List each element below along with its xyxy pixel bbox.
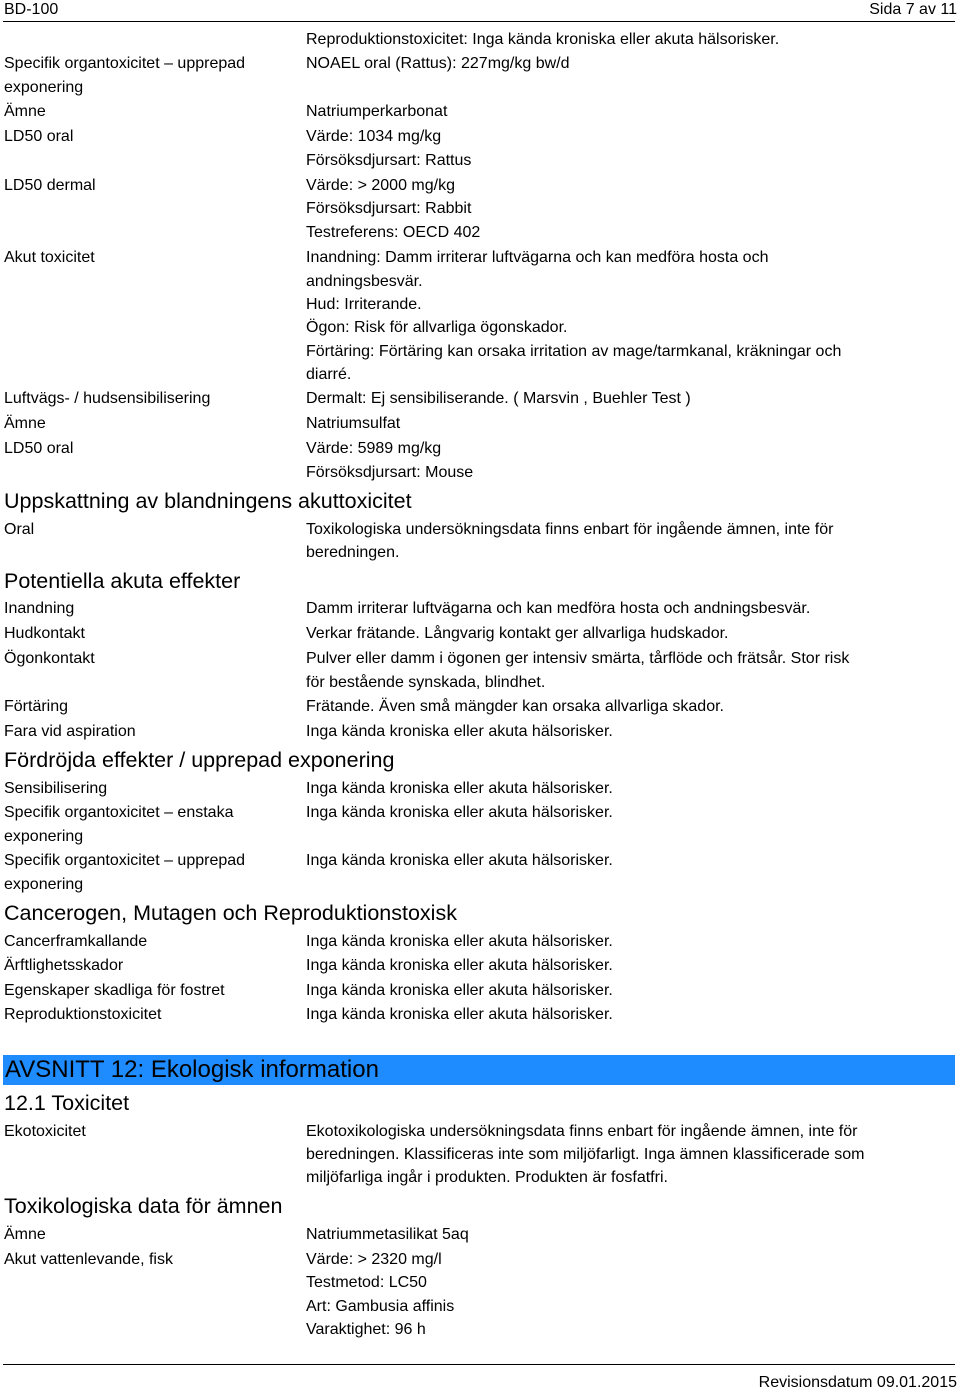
- label: Luftvägs- / hudsensibilisering: [4, 390, 211, 407]
- label: Cancerframkallande: [4, 933, 148, 950]
- label: Specifik organtoxicitet – upprepad: [4, 55, 246, 72]
- value: Toxikologiska undersökningsdata finns enbart för ingående ämnen, inte för: [306, 521, 834, 538]
- value: Ekotoxikologiska undersökningsdata finns enbart för ingående ämnen, inte för: [306, 1123, 858, 1140]
- label: LD50 oral: [4, 440, 74, 457]
- label: Ämne: [4, 1226, 46, 1243]
- value: Försöksdjursart: Rattus: [306, 152, 472, 169]
- label: Akut vattenlevande, fisk: [4, 1251, 173, 1268]
- subsection-heading: 12.1 Toxicitet: [4, 1091, 130, 1115]
- value: Natriumsulfat: [306, 415, 401, 432]
- section-heading: Uppskattning av blandningens akuttoxicitet: [4, 489, 412, 513]
- label: Akut toxicitet: [4, 249, 95, 266]
- value: Inga kända kroniska eller akuta hälsorisker.: [306, 982, 613, 999]
- value: för bestående synskada, blindhet.: [306, 674, 546, 691]
- value: Förtäring: Förtäring kan orsaka irritation av mage/tarmkanal, kräkningar och: [306, 343, 842, 360]
- value: Försöksdjursart: Mouse: [306, 464, 474, 481]
- label: exponering: [4, 828, 84, 845]
- value: beredningen.: [306, 544, 400, 561]
- section-heading: Cancerogen, Mutagen och Reproduktionstoxisk: [4, 901, 457, 925]
- value: Testreferens: OECD 402: [306, 224, 481, 241]
- document-id: BD-100: [4, 1, 59, 18]
- label: Egenskaper skadliga för fostret: [4, 982, 225, 999]
- value: Frätande. Även små mängder kan orsaka allvarliga skador.: [306, 698, 724, 715]
- value: Ögon: Risk för allvarliga ögonskador.: [306, 319, 568, 336]
- value: andningsbesvär.: [306, 273, 423, 290]
- label: Ämne: [4, 103, 46, 120]
- value: Pulver eller damm i ögonen ger intensiv smärta, tårflöde och frätsår. Stor risk: [306, 650, 850, 667]
- label: Specifik organtoxicitet – enstaka: [4, 804, 234, 821]
- page-number: Sida 7 av 11: [869, 1, 957, 18]
- label: Ögonkontakt: [4, 650, 95, 667]
- value: Dermalt: Ej sensibiliserande. ( Marsvin , Buehler Test ): [306, 390, 691, 407]
- value: miljöfarliga ingår i produkten. Produkten är fosfatfri.: [306, 1169, 668, 1186]
- value: Inga kända kroniska eller akuta hälsorisker.: [306, 723, 613, 740]
- value: Damm irriterar luftvägarna och kan medföra hosta och andningsbesvär.: [306, 600, 811, 617]
- label: exponering: [4, 79, 84, 96]
- label: LD50 oral: [4, 128, 74, 145]
- label: Ämne: [4, 415, 46, 432]
- value: Natriumperkarbonat: [306, 103, 448, 120]
- label: Hudkontakt: [4, 625, 85, 642]
- header-rule: [3, 21, 955, 22]
- value: Försöksdjursart: Rabbit: [306, 200, 472, 217]
- value: diarré.: [306, 366, 352, 383]
- section-banner: [3, 1055, 955, 1085]
- value: Inga kända kroniska eller akuta hälsorisker.: [306, 933, 613, 950]
- value: Inga kända kroniska eller akuta hälsorisker.: [306, 957, 613, 974]
- value: Art: Gambusia affinis: [306, 1298, 455, 1315]
- label: Fara vid aspiration: [4, 723, 136, 740]
- value: Inandning: Damm irriterar luftvägarna och kan medföra hosta och: [306, 249, 769, 266]
- label: exponering: [4, 876, 84, 893]
- label: Inandning: [4, 600, 75, 617]
- value: Natriummetasilikat 5aq: [306, 1226, 469, 1243]
- section-heading: Fördröjda effekter / upprepad exponering: [4, 748, 395, 772]
- label: Ekotoxicitet: [4, 1123, 86, 1140]
- label: Specifik organtoxicitet – upprepad: [4, 852, 246, 869]
- value: Inga kända kroniska eller akuta hälsorisker.: [306, 1006, 613, 1023]
- value: Varaktighet: 96 h: [306, 1321, 426, 1338]
- label: Ärftlighetsskador: [4, 957, 124, 974]
- label: Oral: [4, 521, 35, 538]
- section-heading: Potentiella akuta effekter: [4, 569, 241, 593]
- value: Reproduktionstoxicitet: Inga kända kroniska eller akuta hälsorisker.: [306, 31, 780, 48]
- section-heading: Toxikologiska data för ämnen: [4, 1194, 283, 1218]
- value: beredningen. Klassificeras inte som miljöfarligt. Inga ämnen klassificerade som: [306, 1146, 865, 1163]
- value: Värde: > 2000 mg/kg: [306, 177, 455, 194]
- value: Inga kända kroniska eller akuta hälsorisker.: [306, 852, 613, 869]
- value: Värde: 1034 mg/kg: [306, 128, 442, 145]
- value: Inga kända kroniska eller akuta hälsorisker.: [306, 780, 613, 797]
- label: Förtäring: [4, 698, 69, 715]
- label: Reproduktionstoxicitet: [4, 1006, 162, 1023]
- section-banner-title: AVSNITT 12: Ekologisk information: [5, 1056, 379, 1083]
- label: LD50 dermal: [4, 177, 96, 194]
- value: Verkar frätande. Långvarig kontakt ger allvarliga hudskador.: [306, 625, 729, 642]
- footer-rule: [3, 1364, 955, 1365]
- value: Värde: 5989 mg/kg: [306, 440, 442, 457]
- revision-date: Revisionsdatum 09.01.2015: [758, 1374, 957, 1391]
- value: Värde: > 2320 mg/l: [306, 1251, 442, 1268]
- label: Sensibilisering: [4, 780, 108, 797]
- value: Inga kända kroniska eller akuta hälsorisker.: [306, 804, 613, 821]
- value: Hud: Irriterande.: [306, 296, 422, 313]
- value: NOAEL oral (Rattus): 227mg/kg bw/d: [306, 55, 570, 72]
- value: Testmetod: LC50: [306, 1274, 427, 1291]
